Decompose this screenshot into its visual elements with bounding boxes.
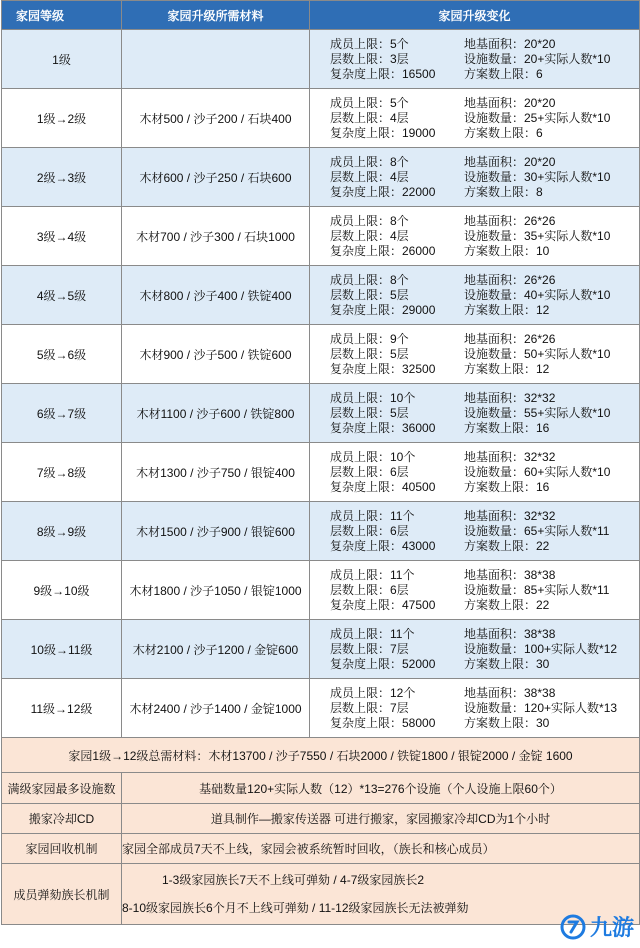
changes-cell	[310, 561, 640, 620]
complexity-limit: 复杂度上限：32500	[330, 361, 436, 376]
foundation-area: 地基面积：26*26	[464, 331, 556, 346]
level-cell: 7级→8级	[2, 443, 122, 502]
plan-limit: 方案数上限：16	[464, 479, 550, 494]
facility-count: 设施数量：55+实际人数*10	[464, 405, 611, 420]
table-row	[2, 384, 640, 443]
materials-cell: 木材500 / 沙子200 / 石块400	[122, 89, 310, 148]
changes-cell	[310, 502, 640, 561]
foundation-area: 地基面积：26*26	[464, 213, 556, 228]
total-materials: 家园1级→12级总需材料：木材13700 / 沙子7550 / 石块2000 / 铁锭1800 / 银锭2000 / 金锭 1600	[2, 738, 640, 773]
level-cell: 11级→12级	[2, 679, 122, 738]
facility-count: 设施数量：40+实际人数*10	[464, 287, 611, 302]
move-cd-desc: 道具制作—搬家传送器 可进行搬家，家园搬家冷却CD为1个小时	[122, 804, 640, 834]
table-row	[2, 502, 640, 561]
table-row	[2, 266, 640, 325]
changes-cell	[310, 620, 640, 679]
materials-cell	[122, 30, 310, 89]
table-row	[2, 443, 640, 502]
facility-count: 设施数量：50+实际人数*10	[464, 346, 611, 361]
materials-cell: 木材1300 / 沙子750 / 银锭400	[122, 443, 310, 502]
foundation-area: 地基面积：38*38	[464, 626, 556, 641]
complexity-limit: 复杂度上限：52000	[330, 656, 436, 671]
complexity-limit: 复杂度上限：47500	[330, 597, 436, 612]
foundation-area: 地基面积：26*26	[464, 272, 556, 287]
plan-limit: 方案数上限：30	[464, 715, 550, 730]
plan-limit: 方案数上限：8	[464, 184, 543, 199]
floor-limit: 层数上限：6层	[330, 523, 409, 538]
facility-count: 设施数量：20+实际人数*10	[464, 51, 611, 66]
floor-limit: 层数上限：6层	[330, 582, 409, 597]
watermark	[560, 911, 634, 942]
complexity-limit: 复杂度上限：19000	[330, 125, 436, 140]
level-cell: 1级→2级	[2, 89, 122, 148]
table-row	[2, 325, 640, 384]
plan-limit: 方案数上限：12	[464, 361, 550, 376]
changes-cell	[310, 679, 640, 738]
member-limit: 成员上限：8个	[330, 154, 409, 169]
move-cd-label: 搬家冷却CD	[2, 804, 122, 834]
table-row	[2, 620, 640, 679]
plan-limit: 方案数上限：22	[464, 538, 550, 553]
floor-limit: 层数上限：4层	[330, 169, 409, 184]
header-materials: 家园升级所需材料	[122, 1, 310, 30]
member-limit: 成员上限：10个	[330, 390, 416, 405]
floor-limit: 层数上限：5层	[330, 405, 409, 420]
foundation-area: 地基面积：32*32	[464, 508, 556, 523]
level-cell: 9级→10级	[2, 561, 122, 620]
home-upgrade-table	[1, 0, 640, 925]
materials-cell: 木材1100 / 沙子600 / 铁锭800	[122, 384, 310, 443]
member-limit: 成员上限：5个	[330, 95, 409, 110]
level-cell: 2级→3级	[2, 148, 122, 207]
facility-count: 设施数量：65+实际人数*11	[464, 523, 610, 538]
facility-count: 设施数量：30+实际人数*10	[464, 169, 611, 184]
member-limit: 成员上限：11个	[330, 626, 415, 641]
member-limit: 成员上限：8个	[330, 272, 409, 287]
table-row	[2, 30, 640, 89]
changes-cell	[310, 266, 640, 325]
floor-limit: 层数上限：7层	[330, 641, 409, 656]
plan-limit: 方案数上限：22	[464, 597, 550, 612]
plan-limit: 方案数上限：16	[464, 420, 550, 435]
plan-limit: 方案数上限：6	[464, 125, 543, 140]
plan-limit: 方案数上限：10	[464, 243, 550, 258]
foundation-area: 地基面积：20*20	[464, 36, 556, 51]
complexity-limit: 复杂度上限：26000	[330, 243, 436, 258]
foundation-area: 地基面积：32*32	[464, 390, 556, 405]
complexity-limit: 复杂度上限：58000	[330, 715, 436, 730]
materials-cell: 木材900 / 沙子500 / 铁锭600	[122, 325, 310, 384]
recycle-desc: 家园全部成员7天不上线，家园会被系统暂时回收，（族长和核心成员）	[122, 834, 640, 864]
changes-cell	[310, 30, 640, 89]
table-row	[2, 89, 640, 148]
floor-limit: 层数上限：4层	[330, 228, 409, 243]
level-cell: 6级→7级	[2, 384, 122, 443]
table-row	[2, 679, 640, 738]
plan-limit: 方案数上限：12	[464, 302, 550, 317]
jiuyou-logo-icon	[560, 914, 586, 940]
floor-limit: 层数上限：7层	[330, 700, 409, 715]
changes-cell	[310, 325, 640, 384]
changes-cell	[310, 384, 640, 443]
complexity-limit: 复杂度上限：43000	[330, 538, 436, 553]
impeach-line-1: 1-3级家园族长7天不上线可弹劾 / 4-7级家园族长2	[162, 873, 425, 887]
foundation-area: 地基面积：38*38	[464, 567, 556, 582]
materials-cell: 木材1500 / 沙子900 / 银锭600	[122, 502, 310, 561]
floor-limit: 层数上限：4层	[330, 110, 409, 125]
watermark-text: 九游	[589, 915, 634, 940]
level-cell: 3级→4级	[2, 207, 122, 266]
complexity-limit: 复杂度上限：22000	[330, 184, 436, 199]
changes-cell	[310, 207, 640, 266]
level-cell: 5级→6级	[2, 325, 122, 384]
max-facilities-desc: 基础数量120+实际人数（12）*13=276个设施（个人设施上限60个）	[122, 773, 640, 804]
facility-count: 设施数量：100+实际人数*12	[464, 641, 618, 656]
materials-cell: 木材2400 / 沙子1400 / 金锭1000	[122, 679, 310, 738]
floor-limit: 层数上限：5层	[330, 346, 409, 361]
member-limit: 成员上限：10个	[330, 449, 416, 464]
max-facilities-label: 满级家园最多设施数	[2, 773, 122, 804]
facility-count: 设施数量：25+实际人数*10	[464, 110, 611, 125]
plan-limit: 方案数上限：30	[464, 656, 550, 671]
member-limit: 成员上限：9个	[330, 331, 409, 346]
complexity-limit: 复杂度上限：40500	[330, 479, 436, 494]
complexity-limit: 复杂度上限：29000	[330, 302, 436, 317]
facility-count: 设施数量：60+实际人数*10	[464, 464, 611, 479]
level-cell: 8级→9级	[2, 502, 122, 561]
changes-cell	[310, 148, 640, 207]
member-limit: 成员上限：5个	[330, 36, 409, 51]
materials-cell: 木材800 / 沙子400 / 铁锭400	[122, 266, 310, 325]
level-cell: 4级→5级	[2, 266, 122, 325]
level-cell: 10级→11级	[2, 620, 122, 679]
impeach-line-2: 8-10级家园族长6个月不上线可弹劾 / 11-12级家园族长无法被弹劾	[122, 901, 469, 915]
materials-cell: 木材1800 / 沙子1050 / 银锭1000	[122, 561, 310, 620]
facility-count: 设施数量：85+实际人数*11	[464, 582, 610, 597]
complexity-limit: 复杂度上限：36000	[330, 420, 436, 435]
header-changes: 家园升级变化	[310, 1, 640, 30]
level-cell: 1级	[2, 30, 122, 89]
table-row	[2, 207, 640, 266]
table-row	[2, 148, 640, 207]
member-limit: 成员上限：8个	[330, 213, 409, 228]
changes-cell	[310, 89, 640, 148]
facility-count: 设施数量：35+实际人数*10	[464, 228, 611, 243]
table-row	[2, 561, 640, 620]
foundation-area: 地基面积：20*20	[464, 154, 556, 169]
complexity-limit: 复杂度上限：16500	[330, 66, 436, 81]
member-limit: 成员上限：11个	[330, 508, 415, 523]
header-level: 家园等级	[2, 1, 122, 30]
facility-count: 设施数量：120+实际人数*13	[464, 700, 618, 715]
plan-limit: 方案数上限：6	[464, 66, 543, 81]
foundation-area: 地基面积：20*20	[464, 95, 556, 110]
floor-limit: 层数上限：3层	[330, 51, 409, 66]
materials-cell: 木材2100 / 沙子1200 / 金锭600	[122, 620, 310, 679]
changes-cell	[310, 443, 640, 502]
foundation-area: 地基面积：38*38	[464, 685, 556, 700]
materials-cell: 木材600 / 沙子250 / 石块600	[122, 148, 310, 207]
member-limit: 成员上限：11个	[330, 567, 415, 582]
floor-limit: 层数上限：5层	[330, 287, 409, 302]
member-limit: 成员上限：12个	[330, 685, 416, 700]
impeach-label: 成员弹劾族长机制	[2, 864, 122, 925]
recycle-label: 家园回收机制	[2, 834, 122, 864]
materials-cell: 木材700 / 沙子300 / 石块1000	[122, 207, 310, 266]
foundation-area: 地基面积：32*32	[464, 449, 556, 464]
floor-limit: 层数上限：6层	[330, 464, 409, 479]
